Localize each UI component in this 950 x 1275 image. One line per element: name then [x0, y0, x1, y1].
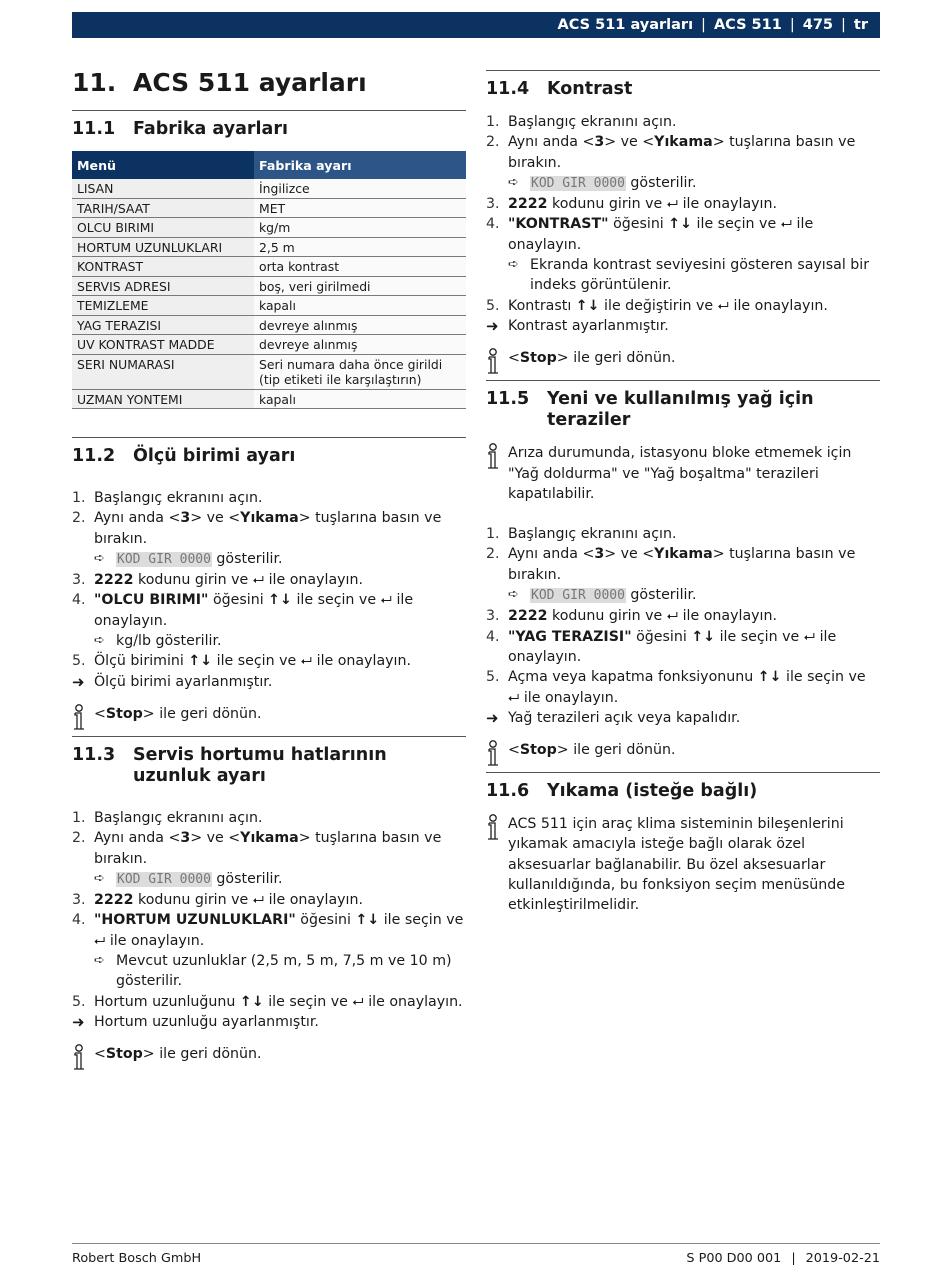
arrow-up-icon: ↑	[268, 592, 281, 609]
list-item: 5. Ölçü birimini ↑↓ ile seçin ve ⮠ ile onaylayın.	[72, 653, 411, 670]
result-line: ➪ KOD GIR 0000 gösterilir.	[486, 173, 880, 194]
result-arrow-icon: ➪	[508, 174, 519, 190]
list-item: 1. Başlangıç ekranını açın.	[486, 526, 677, 543]
footer-doc-number: S P00 D00 001	[686, 1251, 782, 1266]
chapter-title: 11. ACS 511 ayarları	[72, 68, 367, 97]
arrow-down-icon: ↓	[703, 628, 716, 645]
list-item: 3. 2222 kodunu girin ve ⮠ ile onaylayın.	[486, 608, 777, 625]
table-row: SERI NUMARASI Seri numara daha önce girildi (tip etiketi ile karşılaştırın)	[72, 354, 466, 389]
info-note: <Stop> ile geri dönün.	[486, 348, 880, 376]
display-code: KOD GIR 0000	[531, 588, 625, 604]
arrow-down-icon: ↓	[769, 669, 782, 686]
final-result: ➜ Yağ terazileri açık veya kapalıdır.	[486, 708, 741, 727]
column-header-default: Fabrika ayarı	[254, 151, 466, 179]
arrow-up-icon: ↑	[575, 297, 588, 314]
enter-key-icon: ⮠	[666, 608, 679, 625]
column-header-menu: Menü	[72, 151, 254, 179]
enter-key-icon: ⮠	[252, 572, 265, 589]
info-icon	[486, 348, 508, 376]
arrow-down-icon: ↓	[367, 912, 380, 929]
info-note: ACS 511 için araç klima sisteminin bileşenlerini yıkamak amacıyla isteğe bağlı olarak özel aksesuarlar bağlanabilir. Bu özel aksesuarlar kullanıldığında, bu fonksiyon seçim menüsünde etkinleştirilmelidir.	[486, 814, 880, 915]
list-item: 5. Kontrastı ↑↓ ile değiştirin ve ⮠ ile onaylayın.	[486, 297, 828, 314]
left-column	[72, 60, 466, 1072]
enter-key-icon: ⮠	[508, 689, 520, 706]
enter-key-icon: ⮠	[380, 592, 392, 609]
info-note: Arıza durumunda, istasyonu bloke etmemek için "Yağ doldurma" ve "Yağ boşaltma" terazileri kapatılabilir.	[486, 443, 880, 504]
list-item: 1. Başlangıç ekranını açın.	[486, 114, 677, 130]
display-code: KOD GIR 0000	[531, 175, 625, 191]
footer-company: Robert Bosch GmbH	[72, 1251, 202, 1266]
table-row: TARIH/SAAT MET	[72, 198, 466, 218]
arrow-down-icon: ↓	[280, 592, 292, 609]
header-page-number: 475	[802, 17, 834, 33]
final-result: ➜ Hortum uzunluğu ayarlanmıştır.	[72, 1012, 319, 1031]
info-note: <Stop> ile geri dönün.	[486, 740, 880, 768]
enter-key-icon: ⮠	[780, 216, 793, 233]
arrow-up-icon: ↑	[188, 653, 201, 670]
list-item: 4. "OLCU BIRIMI" öğesini ↑↓ ile seçin ve ⮠ ile onaylayın.	[72, 592, 414, 629]
table-row: TEMIZLEME kapalı	[72, 296, 466, 316]
table-row: LISAN İngilizce	[72, 179, 466, 198]
arrow-down-icon: ↓	[251, 993, 264, 1010]
list-item: 2. Aynı anda <3> ve <Yıkama> tuşlarına basın ve bırakın.	[486, 546, 856, 583]
section-title-11-5: 11.5 Yeni ve kullanılmış yağ için teraziler	[486, 380, 880, 431]
steps-list-11-2	[72, 488, 466, 549]
list-item: 3. 2222 kodunu girin ve ⮠ ile onaylayın.	[72, 892, 363, 909]
arrow-down-icon: ↓	[200, 653, 213, 670]
header-section: ACS 511 ayarları	[557, 17, 694, 33]
steps-list-11-5	[486, 524, 880, 585]
arrow-up-icon: ↑	[355, 912, 368, 929]
list-item: 2. Aynı anda <3> ve <Yıkama> tuşlarına basın ve bırakın.	[72, 510, 442, 547]
list-item: 3. 2222 kodunu girin ve ⮠ ile onaylayın.	[72, 572, 363, 589]
enter-key-icon: ⮠	[352, 993, 364, 1010]
enter-key-icon: ⮠	[252, 892, 265, 909]
page-header: ACS 511 ayarları | ACS 511 | 475 | tr	[72, 12, 880, 38]
final-arrow-icon: ➜	[72, 1012, 85, 1031]
info-icon	[486, 740, 508, 768]
enter-key-icon: ⮠	[300, 653, 313, 670]
final-arrow-icon: ➜	[486, 316, 499, 335]
result-line: ➪ Mevcut uzunluklar (2,5 m, 5 m, 7,5 m ve 10 m) gösterilir.	[72, 951, 466, 992]
result-arrow-icon: ➪	[94, 550, 105, 566]
table-header-row	[72, 151, 466, 179]
arrow-up-icon: ↑	[691, 628, 704, 645]
display-code: KOD GIR 0000	[117, 871, 211, 887]
footer-date: 2019-02-21	[805, 1251, 880, 1266]
right-column	[486, 60, 880, 916]
arrow-up-icon: ↑	[668, 216, 681, 233]
arrow-up-icon: ↑	[239, 993, 252, 1010]
list-item: 4. "HORTUM UZUNLUKLARI" öğesini ↑↓ ile seçin ve ⮠ ile onaylayın.	[72, 912, 464, 949]
result-line: ➪ Ekranda kontrast seviyesini gösteren sayısal bir indeks görüntülenir.	[486, 255, 880, 296]
result-line: ➪ KOD GIR 0000 gösterilir.	[486, 585, 880, 606]
final-result: ➜ Kontrast ayarlanmıştır.	[486, 316, 669, 335]
result-arrow-icon: ➪	[94, 953, 105, 969]
steps-list-11-4	[486, 112, 880, 173]
list-item: 1. Başlangıç ekranını açın.	[72, 490, 263, 506]
section-title-11-4: 11.4 Kontrast	[486, 70, 880, 100]
display-code: KOD GIR 0000	[117, 551, 211, 567]
final-arrow-icon: ➜	[486, 708, 499, 727]
table-row: KONTRAST orta kontrast	[72, 257, 466, 277]
list-item: 5. Hortum uzunluğunu ↑↓ ile seçin ve ⮠ ile onaylayın.	[72, 993, 463, 1010]
factory-settings-table	[72, 151, 466, 409]
list-item: 2. Aynı anda <3> ve <Yıkama> tuşlarına basın ve bırakın.	[72, 830, 442, 867]
table-row: SERVIS ADRESI boş, veri girilmedi	[72, 276, 466, 296]
arrow-down-icon: ↓	[680, 216, 693, 233]
table-row: UZMAN YONTEMI kapalı	[72, 389, 466, 409]
enter-key-icon: ⮠	[717, 297, 730, 314]
list-item: 4. "KONTRAST" öğesini ↑↓ ile seçin ve ⮠ ile onaylayın.	[486, 216, 814, 253]
info-icon	[72, 1044, 94, 1072]
list-item: 3. 2222 kodunu girin ve ⮠ ile onaylayın.	[486, 196, 777, 213]
arrow-up-icon: ↑	[757, 669, 770, 686]
final-result: ➜ Ölçü birimi ayarlanmıştır.	[72, 672, 273, 691]
section-title-11-6: 11.6 Yıkama (isteğe bağlı)	[486, 772, 880, 802]
result-line: ➪ KOD GIR 0000 gösterilir.	[72, 869, 466, 890]
enter-key-icon: ⮠	[666, 196, 679, 213]
header-product: ACS 511	[713, 17, 782, 33]
section-title-11-2: 11.2 Ölçü birimi ayarı	[72, 437, 466, 467]
list-item: 4. "YAG TERAZISI" öğesini ↑↓ ile seçin ve ⮠ ile onaylayın.	[486, 628, 837, 665]
result-arrow-icon: ➪	[94, 633, 105, 649]
page-footer: Robert Bosch GmbH S P00 D00 001 | 2019-02-21	[72, 1251, 880, 1266]
final-arrow-icon: ➜	[72, 672, 85, 691]
arrow-down-icon: ↓	[587, 297, 600, 314]
list-item: 1. Başlangıç ekranını açın.	[72, 809, 263, 826]
info-note: <Stop> ile geri dönün.	[72, 704, 466, 732]
header-language: tr	[853, 17, 868, 33]
section-title-11-3: 11.3 Servis hortumu hatlarının uzunluk ayarı	[72, 736, 466, 787]
footer-divider	[72, 1243, 880, 1244]
result-arrow-icon: ➪	[94, 870, 105, 886]
result-arrow-icon: ➪	[508, 257, 519, 273]
result-line: ➪ KOD GIR 0000 gösterilir.	[72, 549, 466, 570]
info-icon	[72, 704, 94, 732]
enter-key-icon: ⮠	[94, 932, 106, 949]
enter-key-icon: ⮠	[803, 628, 816, 645]
table-row: UV KONTRAST MADDE devreye alınmış	[72, 335, 466, 355]
info-note: <Stop> ile geri dönün.	[72, 1044, 466, 1072]
result-arrow-icon: ➪	[508, 587, 519, 603]
table-row: HORTUM UZUNLUKLARI 2,5 m	[72, 237, 466, 257]
table-row: YAG TERAZISI devreye alınmış	[72, 315, 466, 335]
info-icon	[486, 814, 508, 842]
list-item: 2. Aynı anda <3> ve <Yıkama> tuşlarına basın ve bırakın.	[486, 134, 856, 171]
result-line: ➪ kg/lb gösterilir.	[72, 631, 466, 651]
section-title-11-1: 11.1 Fabrika ayarları	[72, 110, 466, 140]
info-icon	[486, 443, 508, 471]
table-row: OLCU BIRIMI kg/m	[72, 218, 466, 238]
steps-list-11-3	[72, 808, 466, 869]
list-item: 5. Açma veya kapatma fonksiyonunu ↑↓ ile seçin ve ⮠ ile onaylayın.	[486, 669, 866, 706]
